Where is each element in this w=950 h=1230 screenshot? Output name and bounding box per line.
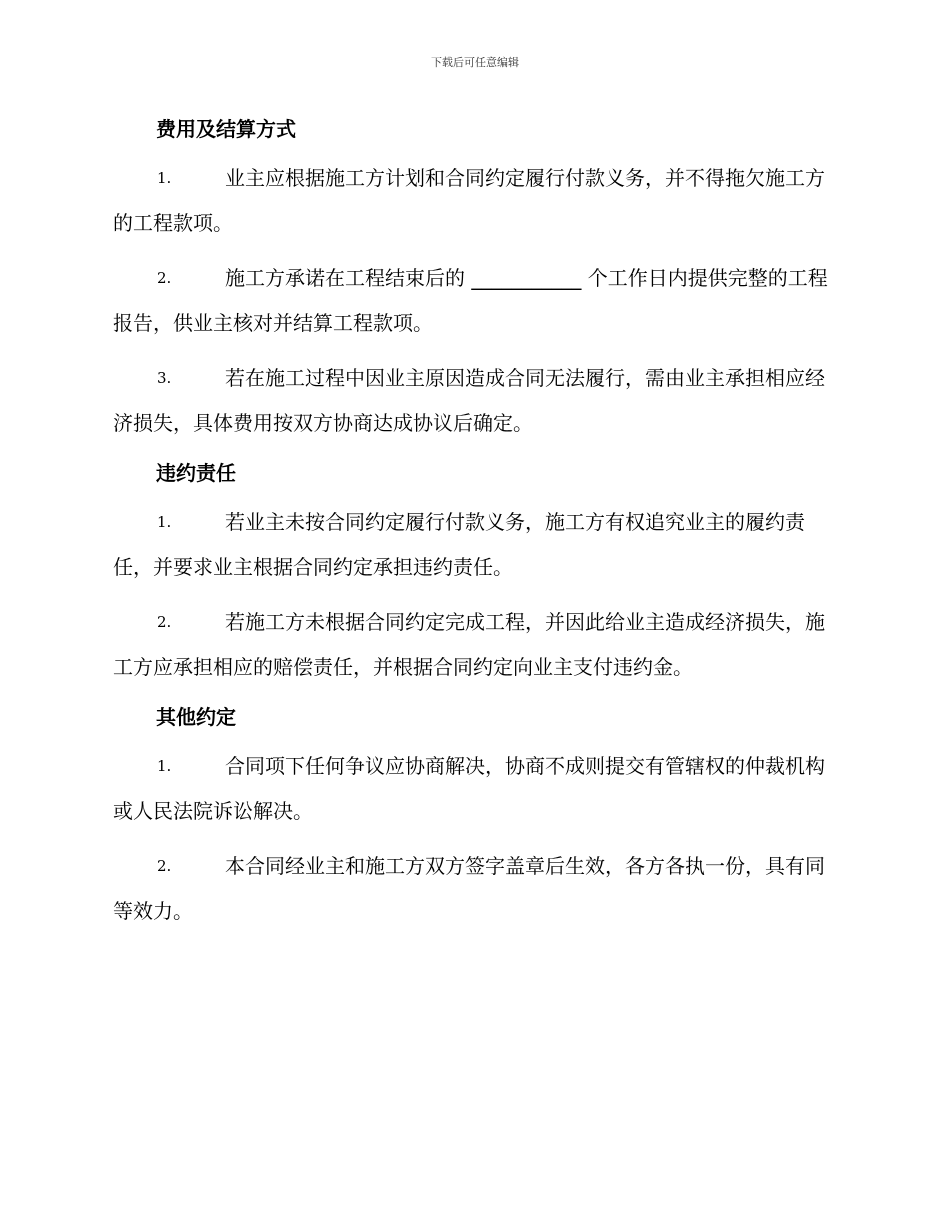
document-body [113,112,835,944]
item-text: 业主应根据施工方计划和合同约定履行付款义务，并不得拖欠施工方的工程款项。 [113,166,825,235]
item-text: 若施工方未根据合同约定完成工程，并因此给业主造成经济损失，施工方应承担相应的赔偿责任，并根据合同约定向业主支付违约金。 [113,610,825,679]
item-number: 2. [157,269,172,287]
list-item [113,156,835,246]
item-number: 2. [157,613,172,631]
section-heading: 费用及结算方式 [156,117,296,141]
page-header: 下载后可任意编辑 [431,56,519,69]
list-item [113,256,835,346]
item-text: 若业主未按合同约定履行付款义务，施工方有权追究业主的履约责任，并要求业主根据合同约定承担违约责任。 [113,510,805,579]
list-item [113,356,835,446]
item-number: 1. [157,513,172,531]
list-item [113,600,835,690]
item-number: 2. [157,857,172,875]
section-other [113,700,835,934]
list-item [113,844,835,934]
item-number: 3. [157,369,172,387]
list-item [113,500,835,590]
item-text: 本合同经业主和施工方双方签字盖章后生效，各方各执一份，具有同等效力。 [113,854,825,923]
section-breach [113,456,835,690]
item-text: 合同项下任何争议应协商解决，协商不成则提交有管辖权的仲裁机构或人民法院诉讼解决。 [113,754,825,823]
item-number: 1. [157,169,172,187]
section-heading: 违约责任 [156,461,236,485]
section-fees [113,112,835,446]
list-item [113,744,835,834]
item-text: 施工方承诺在工程结束后的 ___________ 个工作日内提供完整的工程报告，供业主核对并结算工程款项。 [113,266,828,335]
section-heading: 其他约定 [156,705,236,729]
item-number: 1. [157,757,172,775]
item-text: 若在施工过程中因业主原因造成合同无法履行，需由业主承担相应经济损失，具体费用按双方协商达成协议后确定。 [113,366,825,435]
